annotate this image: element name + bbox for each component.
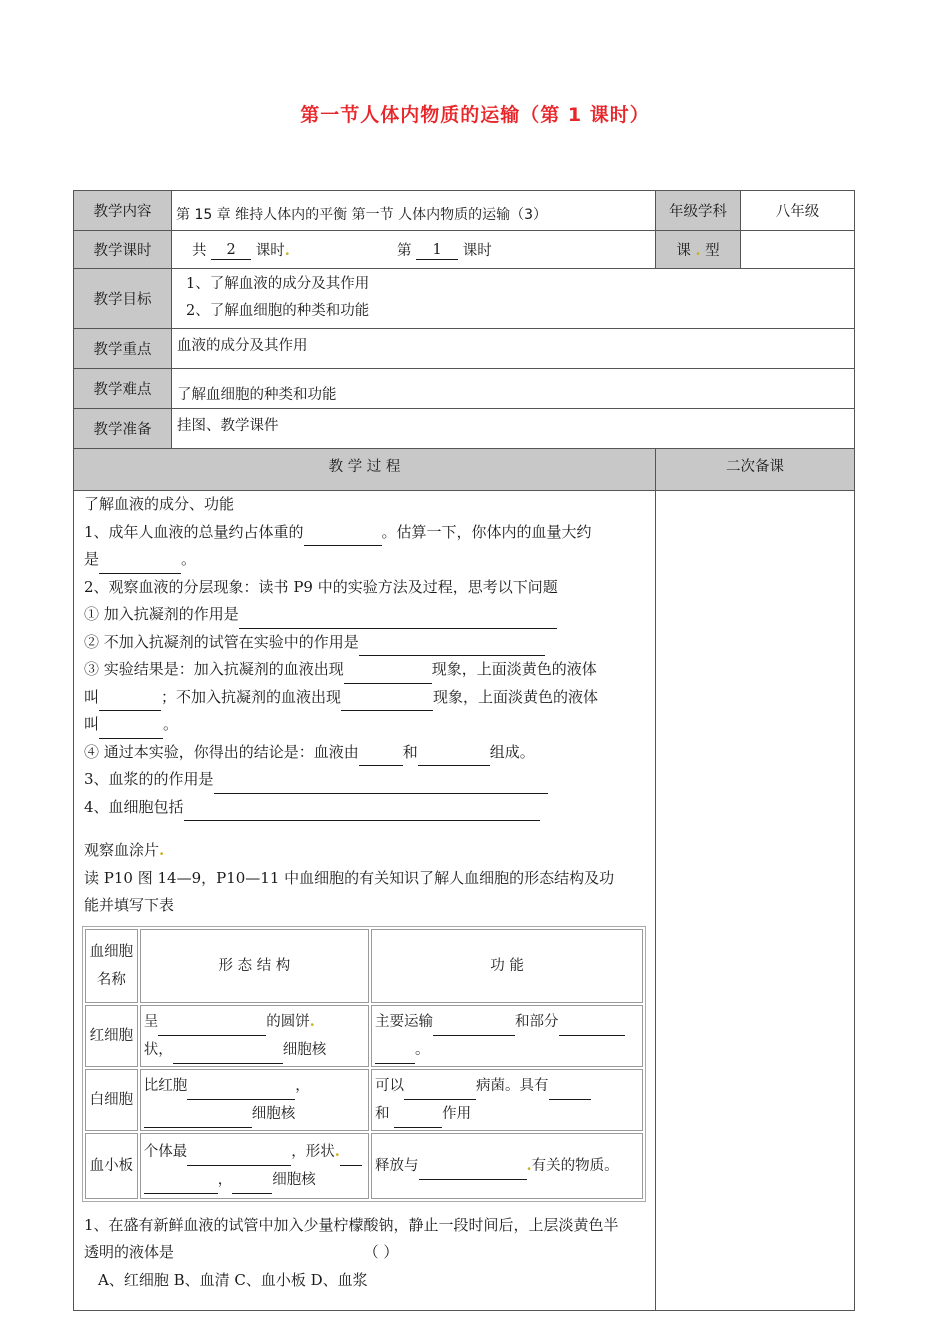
focus-value: 血液的成分及其作用 [172, 329, 855, 369]
blank[interactable] [404, 1082, 476, 1100]
blank[interactable] [559, 1018, 625, 1036]
focus-label: 教学重点 [74, 329, 172, 369]
wbc-shape: 比红胞 ， 细胞核 [140, 1069, 369, 1131]
platelet-shape: 个体最 ，形状. ， 细胞核 [140, 1133, 369, 1199]
goal-1: 1、了解血液的成分及其作用 [186, 276, 370, 292]
blank[interactable] [99, 720, 163, 738]
process-line: 叫 ；不加入抗凝剂的血液出现 现象，上面淡黄色的液体 [84, 684, 645, 712]
content-label: 教学内容 [74, 191, 172, 231]
process-line: 了解血液的成分、功能 [84, 495, 235, 513]
blank[interactable] [187, 1082, 295, 1100]
header-name: 血细胞名称 [85, 929, 138, 1003]
blood-cell-table [82, 926, 646, 1202]
hours-total: 2 [211, 242, 251, 260]
header-shape: 形 态 结 构 [140, 929, 369, 1003]
blank[interactable] [239, 610, 557, 628]
blank[interactable] [187, 1148, 291, 1166]
process-line: 读 P10 图 14—9，P10—11 中血细胞的有关知识了解人血细胞的形态结构及功 [84, 868, 615, 887]
process-line: 能并填写下表 [84, 896, 175, 914]
blank[interactable] [341, 693, 433, 711]
wbc-function: 可以 病菌。具有 和 作用 [371, 1069, 643, 1131]
platelet-function: 释放与 .有关的物质。 [371, 1133, 643, 1199]
question-options: A、红细胞 B、血清 C、血小板 D、血浆 [98, 1270, 368, 1289]
blank[interactable] [144, 1176, 218, 1194]
blank[interactable] [214, 775, 548, 793]
blank[interactable] [158, 1018, 266, 1036]
process-line: 叫 。 [84, 711, 645, 739]
blank[interactable] [394, 1110, 442, 1128]
blank[interactable] [304, 528, 382, 546]
process-content [74, 491, 656, 1311]
blank[interactable] [359, 748, 403, 766]
goal-label: 教学目标 [74, 269, 172, 329]
difficulty-value: 了解血细胞的种类和功能 [172, 369, 855, 409]
answer-paren: （ ） [363, 1243, 399, 1261]
rbc-function: 主要运输 和部分 。 [371, 1005, 643, 1067]
blank[interactable] [232, 1176, 272, 1194]
difficulty-label: 教学难点 [74, 369, 172, 409]
blank[interactable] [173, 1046, 283, 1064]
process-line: 2、观察血液的分层现象：读书 P9 中的实验方法及过程，思考以下问题 [84, 577, 558, 596]
blank[interactable] [419, 1162, 527, 1180]
prep-value: 挂图、教学课件 [172, 409, 855, 449]
blank[interactable] [375, 1046, 415, 1064]
hours-label: 教学课时 [74, 231, 172, 269]
type-label: 课 . 型 [656, 231, 741, 269]
process-header: 教 学 过 程 [74, 449, 656, 491]
blank[interactable] [433, 1018, 515, 1036]
question-line: 透明的液体是 （ ） [84, 1243, 399, 1261]
blank[interactable] [340, 1148, 362, 1166]
process-line: 观察血涂片. [84, 841, 165, 859]
wbc-name: 白细胞 [85, 1069, 138, 1131]
second-prep-header: 二次备课 [656, 449, 855, 491]
blank[interactable] [99, 693, 161, 711]
goal-2: 2、了解血细胞的种类和功能 [186, 303, 370, 319]
content-value: 第 15 章 维持人体内的平衡 第一节 人体内物质的运输（3） [172, 191, 656, 231]
question-line: 1、在盛有新鲜血液的试管中加入少量柠檬酸钠，静止一段时间后，上层淡黄色半 [84, 1215, 619, 1234]
hours-no: 1 [416, 242, 458, 260]
process-line: 1、成年人血液的总量约占体重的 。估算一下，你体内的血量大约 [84, 519, 645, 547]
blank[interactable] [549, 1082, 591, 1100]
process-line: ② 不加入抗凝剂的试管在实验中的作用是 [84, 629, 645, 657]
lesson-plan-table [73, 190, 855, 1311]
blank[interactable] [418, 748, 490, 766]
rbc-shape: 呈 的圆饼. 状， 细胞核 [140, 1005, 369, 1067]
process-line: 是 。 [84, 546, 645, 574]
blank[interactable] [184, 803, 540, 821]
header-function: 功 能 [371, 929, 643, 1003]
hours-value: 共 2 课时. 第 1 课时 [172, 231, 656, 269]
blank[interactable] [99, 555, 181, 573]
grade-value: 八年级 [741, 191, 855, 231]
process-line: ① 加入抗凝剂的作用是 [84, 601, 645, 629]
rbc-name: 红细胞 [85, 1005, 138, 1067]
process-line: 3、血浆的的作用是 [84, 766, 645, 794]
grade-label: 年级学科 [656, 191, 741, 231]
type-value [741, 231, 855, 269]
blank[interactable] [144, 1110, 252, 1128]
goals [172, 269, 855, 329]
platelet-name: 血小板 [85, 1133, 138, 1199]
page-title: 第一节人体内物质的运输（第 1 课时） [300, 104, 650, 126]
blank[interactable] [359, 638, 545, 656]
blank[interactable] [344, 665, 432, 683]
prep-label: 教学准备 [74, 409, 172, 449]
process-line: ③ 实验结果是：加入抗凝剂的血液出现 现象，上面淡黄色的液体 [84, 656, 645, 684]
second-prep-area[interactable] [656, 491, 855, 1311]
process-line: ④ 通过本实验，你得出的结论是：血液由 和 组成。 [84, 739, 645, 767]
process-line: 4、血细胞包括 [84, 794, 645, 822]
